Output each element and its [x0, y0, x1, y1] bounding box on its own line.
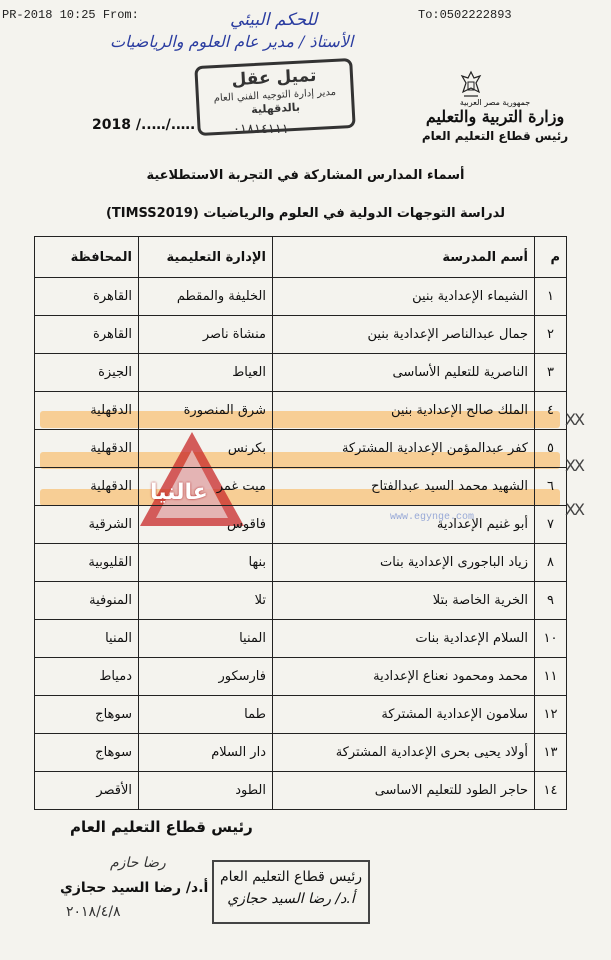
cell-governorate: سوهاج — [35, 734, 139, 772]
cell-admin: منشاة ناصر — [139, 316, 273, 354]
footer-date: ٢٠١٨/٤/٨ — [66, 904, 121, 920]
cell-admin: بنها — [139, 544, 273, 582]
cell-admin: دار السلام — [139, 734, 273, 772]
cell-school: السلام الإعدادية بنات — [273, 620, 535, 658]
cell-governorate: القاهرة — [35, 316, 139, 354]
sector-stamp-name: أ.د/ رضا السيد حجازي — [227, 891, 355, 907]
cross-marker: XX — [565, 410, 583, 429]
cell-school: الخرية الخاصة بتلا — [273, 582, 535, 620]
handwritten-note-2: الأستاذ / مدير عام العلوم والرياضيات — [110, 32, 354, 51]
cell-school: كفر عبدالمؤمن الإعدادية المشتركة — [273, 430, 535, 468]
cell-governorate: المنيا — [35, 620, 139, 658]
cell-num: ٩ — [535, 582, 567, 620]
cell-num: ٣ — [535, 354, 567, 392]
cell-governorate: القليوبية — [35, 544, 139, 582]
cell-num: ٤ — [535, 392, 567, 430]
cell-school: حاجر الطود للتعليم الاساسى — [273, 772, 535, 810]
stamp-title: مدير إدارة التوجيه الفني العام — [213, 86, 337, 105]
table-row — [35, 544, 567, 582]
cell-num: ١٤ — [535, 772, 567, 810]
cell-school: أولاد يحيى بحرى الإعدادية المشتركة — [273, 734, 535, 772]
cell-governorate: دمياط — [35, 658, 139, 696]
cell-num: ١٢ — [535, 696, 567, 734]
stamp-name: تميل عقل — [231, 65, 317, 91]
cell-num: ٧ — [535, 506, 567, 544]
signature: رضا حازم — [110, 855, 166, 871]
header-governorate: المحافظة — [35, 237, 139, 278]
header-school: أسم المدرسة — [273, 237, 535, 278]
table-row — [35, 582, 567, 620]
cell-governorate: الأقصر — [35, 772, 139, 810]
cell-admin: تلا — [139, 582, 273, 620]
handwritten-note-1: للحكم البيئي — [230, 10, 318, 30]
cell-school: أبو غنيم الإعدادية — [273, 506, 535, 544]
cell-admin: العياط — [139, 354, 273, 392]
cross-marker: XX — [565, 500, 583, 519]
cell-num: ٥ — [535, 430, 567, 468]
cell-governorate: القاهرة — [35, 278, 139, 316]
footer-sector-title: رئيس قطاع التعليم العام — [70, 818, 253, 836]
schools-table — [34, 236, 567, 810]
cell-admin: بكرنس — [139, 430, 273, 468]
cell-school: زياد الباجورى الإعدادية بنات — [273, 544, 535, 582]
cell-school: جمال عبدالناصر الإعدادية بنين — [273, 316, 535, 354]
cell-governorate: سوهاج — [35, 696, 139, 734]
date-line: 2018 /..…/.…. — [92, 117, 196, 133]
cell-num: ٢ — [535, 316, 567, 354]
sector-stamp — [212, 860, 370, 924]
cell-governorate: الدقهلية — [35, 468, 139, 506]
table-row — [35, 696, 567, 734]
table-row — [35, 772, 567, 810]
cell-school: سلامون الإعدادية المشتركة — [273, 696, 535, 734]
cross-marker: XX — [565, 456, 583, 475]
ministry-country: جمهورية مصر العربية — [459, 98, 531, 107]
cell-governorate: الدقهلية — [35, 392, 139, 430]
cell-governorate: الجيزة — [35, 354, 139, 392]
header-admin: الإدارة التعليمية — [139, 237, 273, 278]
footer-signatory-name: أ.د/ رضا السيد حجازي — [60, 880, 209, 896]
cell-num: ٦ — [535, 468, 567, 506]
eagle-emblem-icon — [460, 70, 482, 98]
table-row — [35, 658, 567, 696]
table-row — [35, 506, 567, 544]
cell-school: الناصرية للتعليم الأساسى — [273, 354, 535, 392]
cell-num: ١٣ — [535, 734, 567, 772]
ministry-sector: رئيس قطاع التعليم العام — [421, 129, 569, 143]
table-header-row — [35, 237, 567, 278]
fax-to: To:0502222893 — [418, 8, 512, 22]
stamp-governorate: بالدقهلية — [250, 100, 301, 117]
cell-school: الشهيد محمد السيد عبدالفتاح — [273, 468, 535, 506]
cell-governorate: الدقهلية — [35, 430, 139, 468]
ministry-name: وزارة التربية والتعليم — [425, 107, 565, 126]
cell-school: الشيماء الإعدادية بنين — [273, 278, 535, 316]
table-row — [35, 392, 567, 430]
cell-admin: الخليفة والمقطم — [139, 278, 273, 316]
table-row — [35, 430, 567, 468]
cell-admin: المنيا — [139, 620, 273, 658]
header-num: م — [535, 237, 567, 278]
fax-from: PR-2018 10:25 From: — [2, 8, 139, 22]
cell-num: ١ — [535, 278, 567, 316]
cell-governorate: الشرقية — [35, 506, 139, 544]
cell-admin: طما — [139, 696, 273, 734]
cell-admin: ميت غمر — [139, 468, 273, 506]
watermark-text: عالنيا — [150, 480, 208, 505]
watermark-url: www.egynge.com — [390, 512, 475, 523]
cell-num: ١٠ — [535, 620, 567, 658]
table-row — [35, 278, 567, 316]
cell-admin: شرق المنصورة — [139, 392, 273, 430]
cell-admin: فاقوس — [139, 506, 273, 544]
document-subtitle: لدراسة التوجهات الدولية في العلوم والرياضيات (TIMSS2019) — [105, 206, 506, 221]
cell-admin: فارسكور — [139, 658, 273, 696]
cell-num: ٨ — [535, 544, 567, 582]
cell-num: ١١ — [535, 658, 567, 696]
ministry-letterhead — [420, 98, 570, 143]
table-row — [35, 620, 567, 658]
cell-admin: الطود — [139, 772, 273, 810]
cell-school: محمد ومحمود نعناع الإعدادية — [273, 658, 535, 696]
table-row — [35, 468, 567, 506]
table-row — [35, 316, 567, 354]
cell-school: الملك صالح الإعدادية بنين — [273, 392, 535, 430]
stamp-phone: ٠١٨١٤١١١ — [233, 122, 289, 137]
table-row — [35, 354, 567, 392]
sector-stamp-title: رئيس قطاع التعليم العام — [219, 869, 363, 885]
document-title: أسماء المدارس المشاركة في التجربة الاستطلاعية — [146, 168, 465, 183]
cell-governorate: المنوفية — [35, 582, 139, 620]
table-row — [35, 734, 567, 772]
